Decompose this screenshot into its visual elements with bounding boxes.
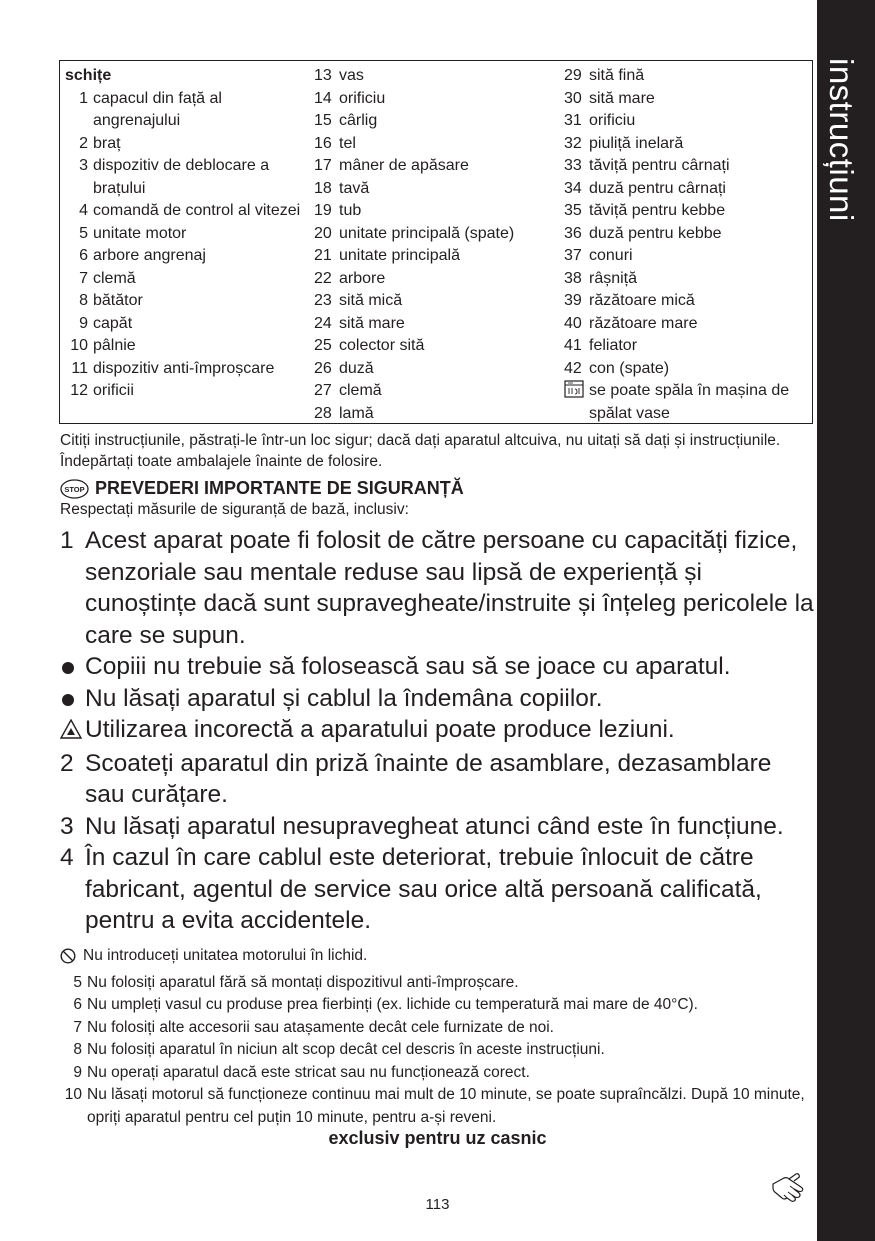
item-number: 1 — [60, 527, 74, 554]
part-item: 21 unitate principală — [314, 247, 460, 264]
safety-item: Utilizarea incorectă a aparatului poate produce leziuni. — [60, 714, 815, 748]
stop-icon — [60, 479, 89, 499]
safety-item: 8 Nu folosiți aparatul în niciun alt scop decât cel descris în aceste instrucțiuni. — [73, 1041, 605, 1058]
part-item: 26 duză — [314, 359, 374, 377]
part-item: 16 tel — [314, 134, 356, 152]
part-item: 11 dispozitiv anti-împroșcare — [71, 359, 275, 377]
bullet-icon — [62, 662, 74, 674]
dishwasher-note: se poate spăla în mașina de spălat vase — [564, 380, 814, 425]
part-item: 18 tavă — [314, 179, 370, 197]
prohibited-icon — [60, 948, 76, 964]
part-item: 24 sită mare — [314, 314, 405, 332]
part-item: 30 sită mare — [564, 89, 655, 107]
part-item: 4 comandă de control al vitezei — [79, 202, 301, 219]
part-item: 39 răzătoare mică — [564, 292, 695, 309]
safety-heading-text: PREVEDERI IMPORTANTE DE SIGURANȚĂ — [95, 478, 464, 498]
part-item: 5 unitate motor — [79, 224, 187, 242]
safety-item: 5 Nu folosiți aparatul fără să montați dispozitivul anti-împroșcare. — [73, 973, 519, 991]
minor-safety-list — [60, 945, 815, 1129]
part-item: 27 clemă — [314, 382, 382, 399]
safety-heading — [60, 478, 464, 499]
part-item: 31 orificiu — [564, 112, 636, 129]
parts-column-2 — [314, 65, 562, 425]
safety-item: 2 Scoateți aparatul din priză înainte de asamblare, dezasamblare sau curățare. — [60, 748, 815, 811]
major-safety-list — [60, 525, 815, 937]
safety-item: 6 Nu umpleți vasul cu produse prea fierbinți (ex. lichide cu temperatură mai mare de 40°C). — [73, 996, 698, 1013]
part-item: 6 arbore angrenaj — [79, 247, 206, 264]
part-item: 25 colector sită — [314, 337, 425, 354]
part-item: 2 braț — [79, 134, 121, 152]
household-use-note: exclusiv pentru uz casnic — [328, 1128, 547, 1148]
stop-icon-label: STOP — [64, 484, 85, 494]
safety-item: 10 Nu lăsați motorul să funcționeze continuu mai mult de 10 minute, se poate supraîncălzi. După 10 minute, opriți aparatul pentru cel puțin 10 minute, pentru a-și reveni. — [64, 1086, 805, 1126]
part-item: 9 capăt — [79, 314, 133, 332]
part-item: 17 mâner de apăsare — [314, 157, 469, 174]
item-number: 4 — [60, 844, 74, 871]
intro-text: Citiți instrucțiunile, păstrați-le într-un loc sigur; dacă dați aparatul altcuiva, nu uitați să dați și instrucțiunile. Îndepărtați toate ambalajele înainte de folosire. — [60, 432, 781, 470]
part-item: 12 orificii — [70, 382, 134, 399]
part-item: 20 unitate principală (spate) — [314, 224, 515, 242]
bullet-icon — [62, 694, 74, 706]
respect-text: Respectați măsurile de siguranță de bază, inclusiv: — [60, 501, 409, 518]
page-number: 113 — [425, 1196, 450, 1213]
part-item: 8 bătător — [79, 292, 143, 309]
side-tab — [817, 0, 875, 1241]
safety-item: 9 Nu operați aparatul dacă este stricat sau nu funcționează corect. — [73, 1063, 530, 1081]
safety-item: Nu lăsați aparatul și cablul la îndemâna copiilor. — [60, 683, 815, 715]
part-item: 32 piuliță inelară — [564, 134, 684, 152]
part-item: 13 vas — [314, 67, 364, 84]
part-item: 14 orificiu — [314, 89, 386, 107]
part-item: 41 feliator — [564, 337, 638, 354]
part-item: 42 con (spate) — [564, 359, 670, 377]
part-item: 3 dispozitiv de deblocare a brațului — [79, 157, 270, 197]
item-number: 3 — [60, 812, 74, 840]
part-item: 35 tăviță pentru kebbe — [564, 202, 726, 219]
part-item: 37 conuri — [564, 247, 633, 264]
parts-legend-box — [59, 60, 813, 424]
safety-item: 3 Nu lăsați aparatul nesupravegheat atunci când este în funcțiune. — [60, 811, 815, 843]
item-number: 2 — [60, 749, 74, 777]
part-item: 40 răzătoare mare — [564, 314, 698, 332]
part-item: 15 cârlig — [314, 112, 378, 129]
part-item: 7 clemă — [79, 269, 136, 287]
part-item: 29 sită fină — [564, 67, 645, 84]
safety-item: Copiii nu trebuie să folosească sau să se joace cu aparatul. — [60, 651, 815, 683]
part-item: 1 capacul din față al angrenajului — [79, 89, 222, 129]
dishwasher-safe-icon — [564, 380, 584, 398]
part-item: 33 tăviță pentru cârnați — [564, 157, 730, 174]
part-item: 23 sită mică — [314, 292, 403, 309]
part-item: 10 pâlnie — [70, 337, 136, 354]
part-item: 19 tub — [314, 202, 362, 219]
safety-item: 1 Acest aparat poate fi folosit de către persoane cu capacități fizice, senzoriale sau mentale reduse sau lipsă de experiență și cunoștințe dacă sunt supravegheate/instruite și înțeleg pericolele la care se supun. — [60, 525, 815, 651]
warning-triangle-icon — [60, 719, 82, 739]
part-item: 36 duză pentru kebbe — [564, 224, 722, 242]
parts-column-1 — [65, 65, 310, 403]
part-item: 34 duză pentru cârnați — [564, 179, 726, 197]
parts-column-3 — [564, 65, 814, 425]
part-item: 28 lamă — [314, 404, 374, 422]
safety-item: 7 Nu folosiți alte accesorii sau atașamente decât cele furnizate de noi. — [73, 1018, 554, 1036]
side-title: instrucțiuni — [823, 58, 860, 222]
part-item: 22 arbore — [314, 269, 386, 287]
safety-item: 4 În cazul în care cablul este deteriorat, trebuie înlocuit de către fabricant, agentul de service sau orice altă persoană calificată, pentru a evita accidentele. — [60, 842, 815, 937]
safety-item: Nu introduceți unitatea motorului în lichid. — [60, 945, 815, 972]
parts-heading: schițe — [65, 67, 112, 84]
part-item: 38 râșniță — [564, 269, 638, 287]
